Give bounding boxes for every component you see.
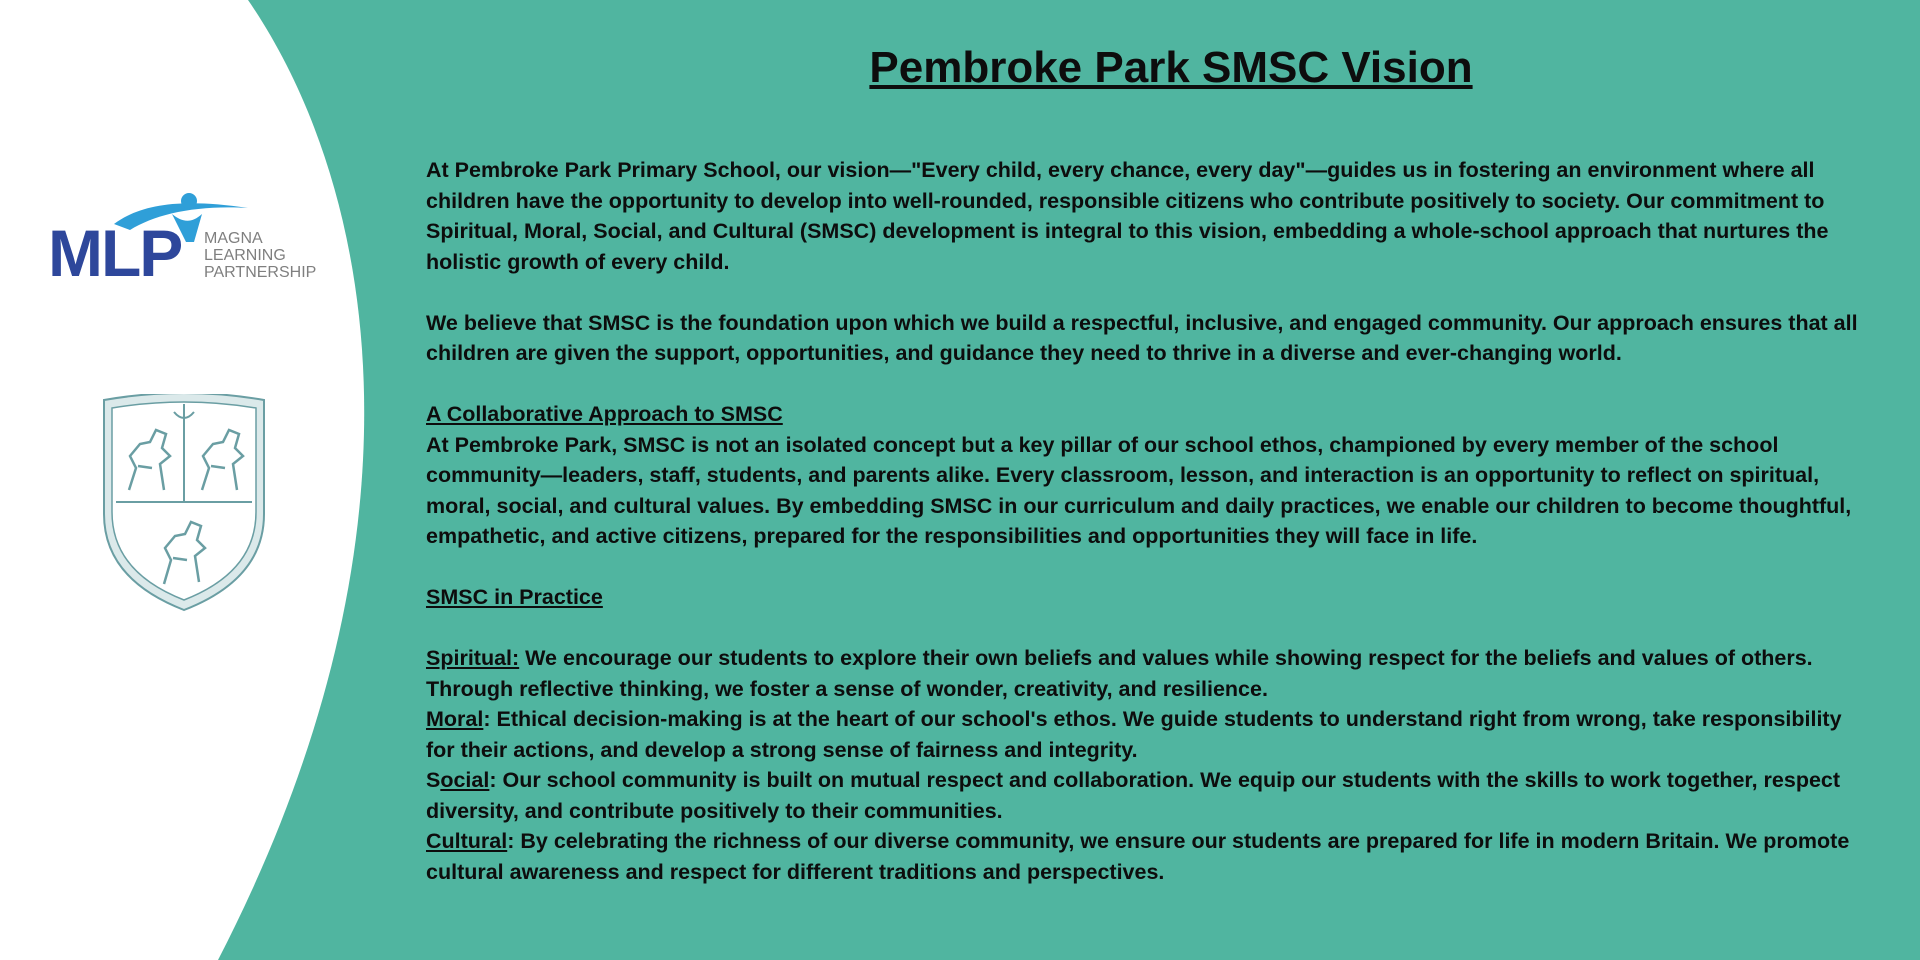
spiritual-label: Spiritual: — [426, 646, 520, 670]
logo-letters: MLP — [48, 216, 182, 280]
practice-heading: SMSC in Practice — [426, 585, 603, 609]
moral-label: Moral — [426, 707, 484, 731]
page-title: Pembroke Park SMSC Vision — [869, 43, 1473, 92]
logo-figure-head — [181, 193, 197, 209]
practice-moral — [426, 704, 1876, 765]
cultural-label: Cultural — [426, 829, 508, 853]
practice-spiritual — [426, 643, 1876, 704]
main-content — [426, 38, 1876, 887]
social-label: ocial — [440, 768, 490, 792]
practice-cultural — [426, 826, 1876, 887]
social-text: : Our school community is built on mutual respect and collaboration. We equip our students with the skills to work together, respect diversity, and contribute positively to their communities. — [426, 768, 1841, 823]
logo-line-learning: LEARNING — [204, 247, 286, 264]
logo-line-magna: MAGNA — [204, 230, 263, 247]
cultural-text: : By celebrating the richness of our diverse community, we ensure our students are prepared for life in modern Britain. We promote cultural awareness and respect for different traditions and perspectives. — [426, 829, 1850, 884]
moral-text: : Ethical decision-making is at the heart of our school's ethos. We guide students to understand right from wrong, take responsibility for their actions, and develop a strong sense of fairness and integrity. — [426, 707, 1842, 762]
social-initial: S — [426, 768, 441, 792]
spiritual-text: We encourage our students to explore their own beliefs and values while showing respect for the beliefs and values of others. Through reflective thinking, we foster a sense of wonder, creativity, and resilience. — [426, 646, 1813, 701]
collaborative-paragraph: At Pembroke Park, SMSC is not an isolated concept but a key pillar of our school ethos, championed by every member of the school community—leaders, staff, students, and parents alike. Every classroom, lesson, and interaction is an opportunity to reflect on spiritual, moral, social, and cultural values. By embedding SMSC in our curriculum and daily practices, we enable our children to become thoughtful, empathetic, and active citizens, prepared for the responsibilities and opportunities they will face in life. — [426, 432, 1852, 548]
intro-paragraph-2: We believe that SMSC is the foundation upon which we build a respectful, inclusive, and engaged community. Our approach ensures that all children are given the support, opportunities, and guidance they need to thrive in a diverse and ever-changing world. — [426, 310, 1858, 365]
collaborative-heading: A Collaborative Approach to SMSC — [426, 402, 783, 426]
mlp-logo — [46, 190, 322, 280]
logo-line-partnership: PARTNERSHIP — [204, 264, 317, 280]
intro-paragraph-1: At Pembroke Park Primary School, our vision—"Every child, every chance, every day"—guides us in fostering an environment where all children have the opportunity to develop into well-rounded, responsible citizens who contribute positively to society. Our commitment to Spiritual, Moral, Social, and Cultural (SMSC) development is integral to this vision, embedding a whole-school approach that nurtures the holistic growth of every child. — [426, 158, 1829, 274]
school-crest — [94, 394, 274, 616]
practice-social — [426, 765, 1876, 826]
